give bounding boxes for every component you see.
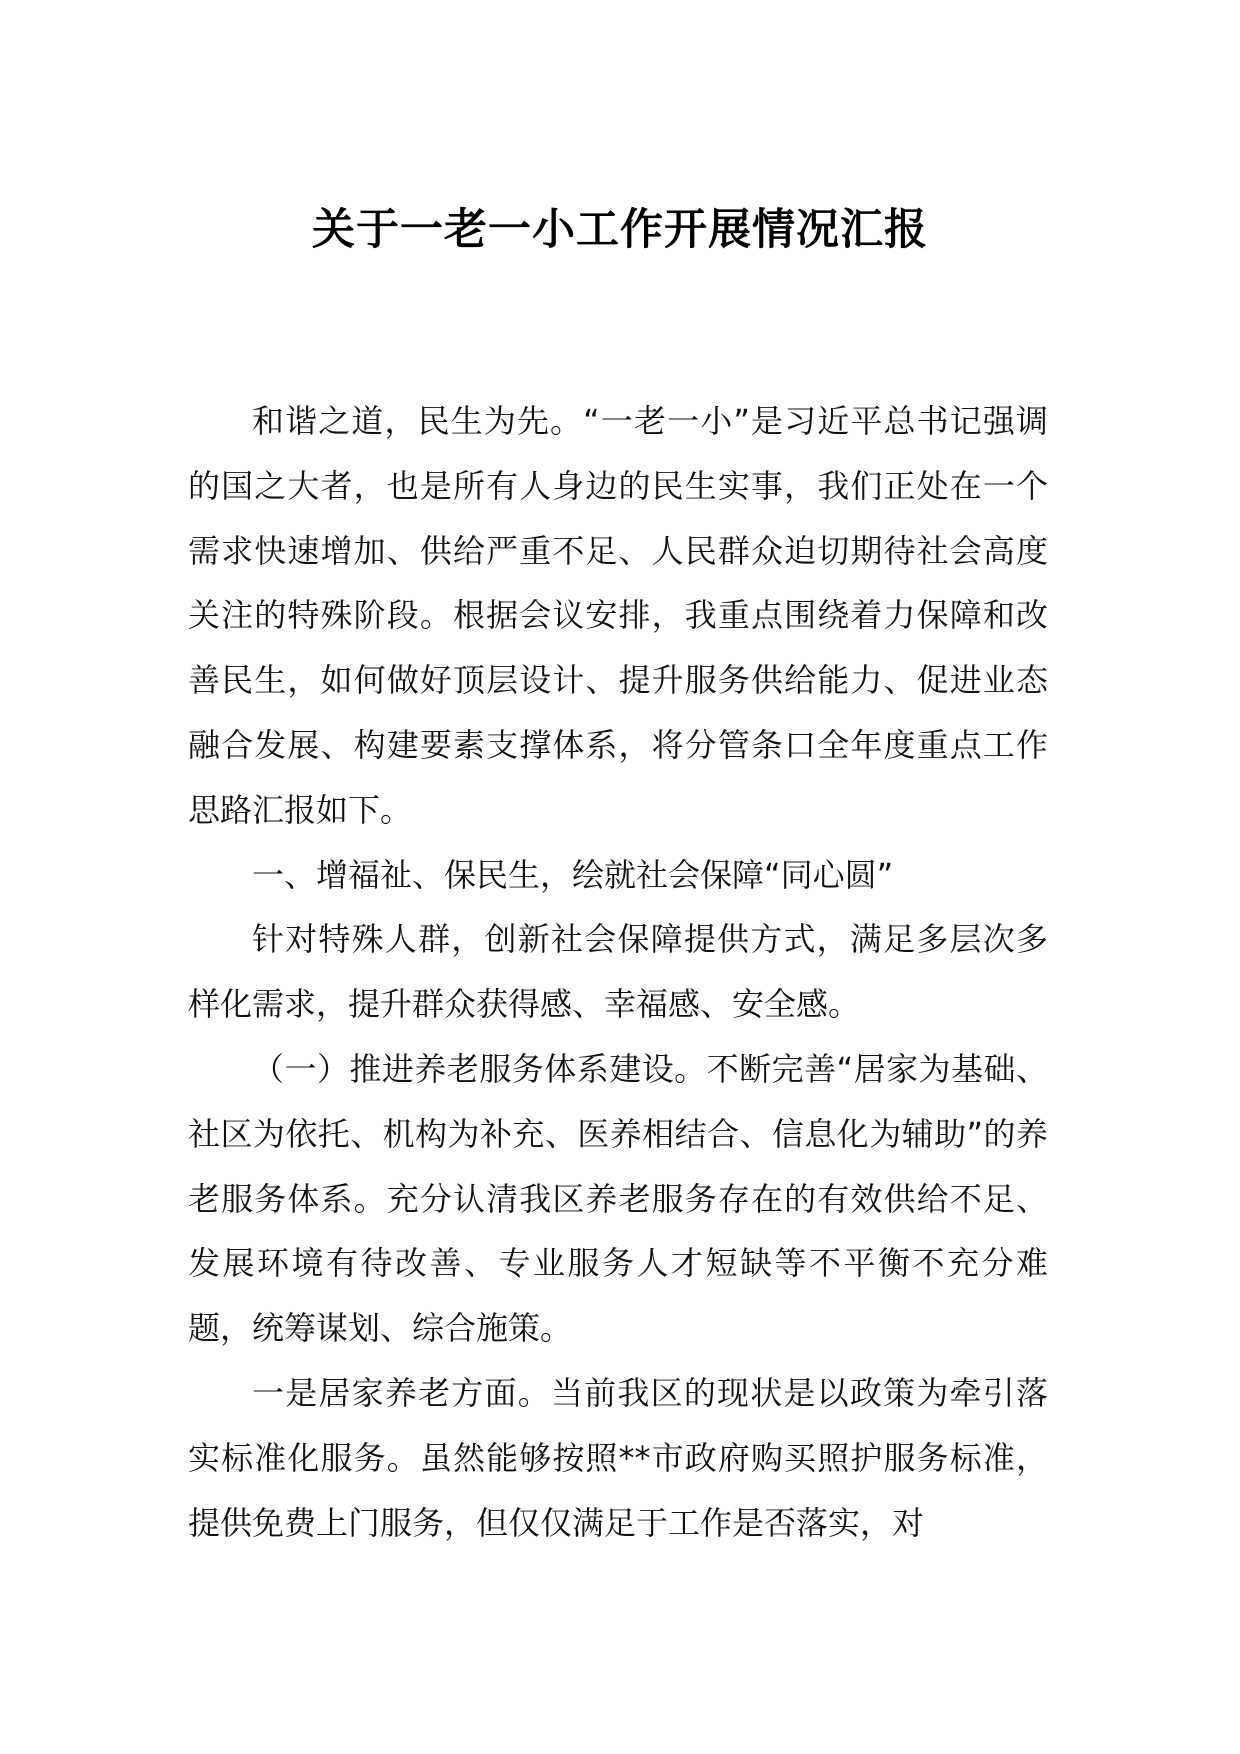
document-body [188,389,1048,1555]
section-heading-1: 一、增福祉、保民生，绘就社会保障“同心圆” [252,855,894,894]
paragraph-home-care: 一是居家养老方面。当前我区的现状是以政策为牵引落实标准化服务。虽然能够按照**市政府购买照护服务标准，提供免费上门服务，但仅仅满足于工作是否落实，对 [188,1373,1048,1542]
document-title: 关于一老一小工作开展情况汇报 [312,205,928,255]
paragraph-section-1: 针对特殊人群，创新社会保障提供方式，满足多层次多样化需求，提升群众获得感、幸福感、安全感。 [188,920,1048,1024]
paragraph-intro: 和谐之道，民生为先。“一老一小”是习近平总书记强调的国之大者，也是所有人身边的民生实事，我们正处在一个需求快速增加、供给严重不足、人民群众迫切期待社会高度关注的特殊阶段。根据会议安排，我重点围绕着力保障和改善民生，如何做好顶层设计、提升服务供给能力、促进业态融合发展、构建要素支撑体系，将分管条口全年度重点工作思路汇报如下。 [188,402,1048,829]
subsection-heading-1: （一）推进养老服务体系建设。不断完善“居家为基础、社区为依托、机构为补充、医养相结合、信息化为辅助”的养老服务体系。充分认清我区养老服务存在的有效供给不足、发展环境有待改善、专业服务人才短缺等不平衡不充分难题，统筹谋划、综合施策。 [188,1049,1048,1348]
